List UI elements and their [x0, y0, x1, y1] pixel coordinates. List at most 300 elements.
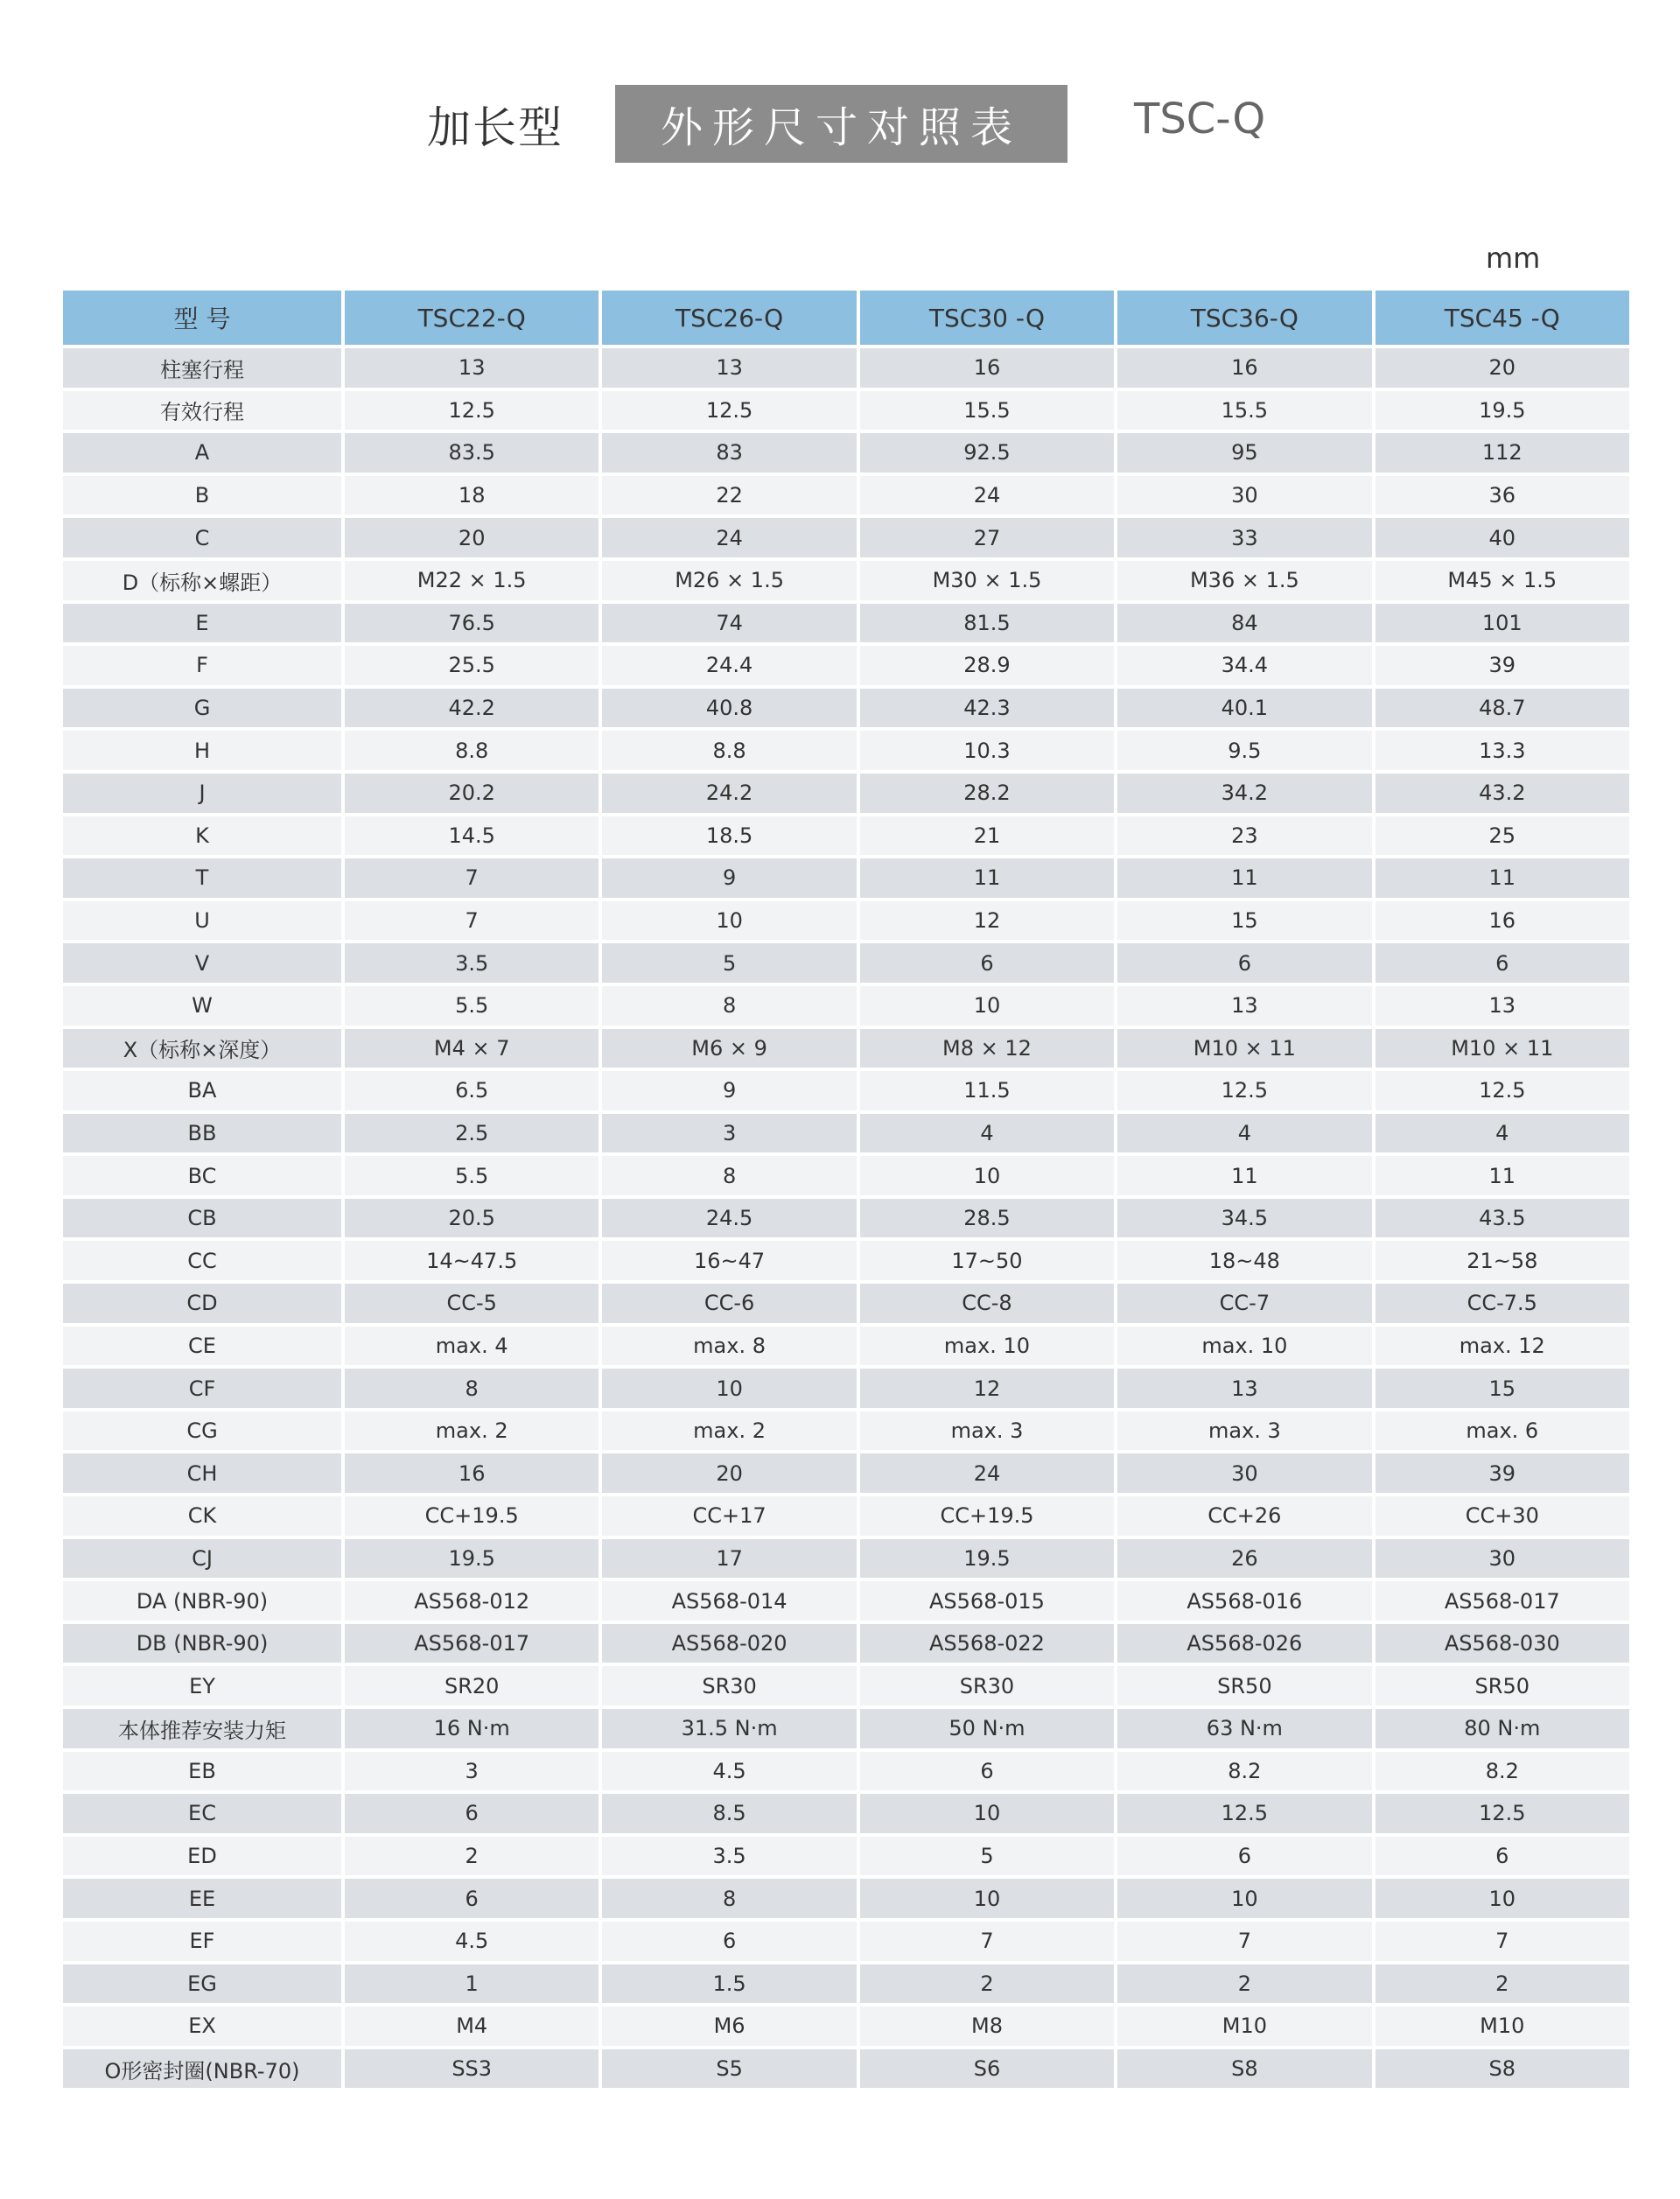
value-cell: CC+30	[1376, 1496, 1629, 1536]
value-cell: 13	[1117, 986, 1371, 1026]
header-cell: TSC26-Q	[602, 291, 856, 345]
value-cell: 10	[860, 1879, 1114, 1918]
row-label-cell: CH	[63, 1453, 341, 1493]
table-row	[63, 1284, 1629, 1323]
row-label-cell: EE	[63, 1879, 341, 1918]
value-cell: 13.3	[1376, 731, 1629, 770]
value-cell: 13	[602, 348, 856, 388]
row-label-cell: F	[63, 646, 341, 685]
row-label-cell: O形密封圈(NBR-70)	[63, 2049, 341, 2089]
row-label-cell: U	[63, 901, 341, 941]
value-cell: 12.5	[1117, 1794, 1371, 1833]
value-cell: 34.4	[1117, 646, 1371, 685]
value-cell: 10	[602, 901, 856, 941]
table-row	[63, 561, 1629, 600]
value-cell: 8.8	[602, 731, 856, 770]
value-cell: 15	[1117, 901, 1371, 941]
value-cell: 19.5	[1376, 391, 1629, 431]
value-cell: 6	[1117, 1837, 1371, 1876]
row-label-cell: EG	[63, 1964, 341, 2004]
value-cell: SR30	[602, 1666, 856, 1705]
row-label-cell: CK	[63, 1496, 341, 1536]
value-cell: 31.5 N·m	[602, 1709, 856, 1748]
value-cell: M26 × 1.5	[602, 561, 856, 600]
row-label-cell: T	[63, 858, 341, 898]
value-cell: 6	[345, 1879, 598, 1918]
value-cell: 4.5	[345, 1922, 598, 1961]
value-cell: 92.5	[860, 433, 1114, 473]
value-cell: 34.2	[1117, 774, 1371, 813]
table-row	[63, 1369, 1629, 1408]
value-cell: 6	[602, 1922, 856, 1961]
row-label-cell: K	[63, 816, 341, 856]
table-row	[63, 1029, 1629, 1068]
value-cell: 8.2	[1117, 1752, 1371, 1791]
value-cell: M10 × 11	[1376, 1029, 1629, 1068]
value-cell: 19.5	[860, 1539, 1114, 1579]
value-cell: 3	[345, 1752, 598, 1791]
value-cell: 7	[345, 901, 598, 941]
value-cell: 24.5	[602, 1199, 856, 1238]
value-cell: 83	[602, 433, 856, 473]
table-body	[63, 348, 1629, 2088]
table-row	[63, 348, 1629, 388]
value-cell: 16~47	[602, 1241, 856, 1280]
value-cell: 9	[602, 858, 856, 898]
value-cell: 24.2	[602, 774, 856, 813]
value-cell: AS568-026	[1117, 1624, 1371, 1663]
value-cell: 6	[860, 943, 1114, 983]
table-row	[63, 1666, 1629, 1705]
value-cell: 4	[1376, 1114, 1629, 1153]
table-row	[63, 391, 1629, 431]
value-cell: 13	[1117, 1369, 1371, 1408]
row-label-cell: 本体推荐安装力矩	[63, 1709, 341, 1748]
value-cell: 12.5	[1117, 1071, 1371, 1110]
value-cell: CC+19.5	[860, 1496, 1114, 1536]
value-cell: 26	[1117, 1539, 1371, 1579]
row-label-cell: CE	[63, 1327, 341, 1366]
value-cell: M8 × 12	[860, 1029, 1114, 1068]
value-cell: CC+26	[1117, 1496, 1371, 1536]
value-cell: 6	[1376, 1837, 1629, 1876]
table-row	[63, 1241, 1629, 1280]
value-cell: 13	[345, 348, 598, 388]
value-cell: M10 × 11	[1117, 1029, 1371, 1068]
value-cell: 11	[860, 858, 1114, 898]
table-row	[63, 1752, 1629, 1791]
row-label-cell: CB	[63, 1199, 341, 1238]
table-row	[63, 433, 1629, 473]
value-cell: 8.2	[1376, 1752, 1629, 1791]
value-cell: 34.5	[1117, 1199, 1371, 1238]
value-cell: 2	[860, 1964, 1114, 2004]
table-row	[63, 858, 1629, 898]
value-cell: 6	[345, 1794, 598, 1833]
value-cell: 3	[602, 1114, 856, 1153]
row-label-cell: C	[63, 518, 341, 557]
header-cell: TSC45 -Q	[1376, 291, 1629, 345]
row-label-cell: CC	[63, 1241, 341, 1280]
value-cell: 5	[602, 943, 856, 983]
value-cell: 11	[1117, 1156, 1371, 1195]
value-cell: 16	[345, 1453, 598, 1493]
table-row	[63, 901, 1629, 941]
value-cell: AS568-017	[1376, 1581, 1629, 1621]
value-cell: 25.5	[345, 646, 598, 685]
value-cell: SR20	[345, 1666, 598, 1705]
row-label-cell: X（标称×深度）	[63, 1029, 341, 1068]
row-label-cell: CG	[63, 1411, 341, 1451]
value-cell: M4	[345, 2006, 598, 2046]
row-label-cell: 有效行程	[63, 391, 341, 431]
table-row	[63, 2006, 1629, 2046]
value-cell: AS568-015	[860, 1581, 1114, 1621]
table-row	[63, 646, 1629, 685]
table-row	[63, 774, 1629, 813]
value-cell: 3.5	[345, 943, 598, 983]
value-cell: 21	[860, 816, 1114, 856]
value-cell: SR50	[1117, 1666, 1371, 1705]
value-cell: 10	[602, 1369, 856, 1408]
value-cell: max. 3	[860, 1411, 1114, 1451]
table-row	[63, 1922, 1629, 1961]
row-label-cell: V	[63, 943, 341, 983]
value-cell: 24	[860, 476, 1114, 515]
value-cell: 39	[1376, 646, 1629, 685]
value-cell: 1	[345, 1964, 598, 2004]
value-cell: 7	[860, 1922, 1114, 1961]
header-cell: TSC36-Q	[1117, 291, 1371, 345]
value-cell: 6	[860, 1752, 1114, 1791]
row-label-cell: EC	[63, 1794, 341, 1833]
row-label-cell: CD	[63, 1284, 341, 1323]
value-cell: CC-5	[345, 1284, 598, 1323]
value-cell: AS568-017	[345, 1624, 598, 1663]
table-row	[63, 943, 1629, 983]
value-cell: 3.5	[602, 1837, 856, 1876]
value-cell: M8	[860, 2006, 1114, 2046]
value-cell: 36	[1376, 476, 1629, 515]
header-cell: 型 号	[63, 291, 341, 345]
value-cell: 11	[1117, 858, 1371, 898]
value-cell: 5	[860, 1837, 1114, 1876]
value-cell: M6	[602, 2006, 856, 2046]
row-label-cell: W	[63, 986, 341, 1026]
row-label-cell: BB	[63, 1114, 341, 1153]
value-cell: 17	[602, 1539, 856, 1579]
dimension-table	[60, 287, 1633, 2091]
row-label-cell: DB (NBR-90)	[63, 1624, 341, 1663]
table-row	[63, 1071, 1629, 1110]
value-cell: 28.9	[860, 646, 1114, 685]
row-label-cell: CF	[63, 1369, 341, 1408]
table-row	[63, 1964, 1629, 2004]
title-left: 加长型	[427, 102, 564, 153]
header-cell: TSC22-Q	[345, 291, 598, 345]
value-cell: CC+17	[602, 1496, 856, 1536]
value-cell: 6.5	[345, 1071, 598, 1110]
value-cell: 30	[1376, 1539, 1629, 1579]
value-cell: 28.2	[860, 774, 1114, 813]
row-label-cell: ED	[63, 1837, 341, 1876]
value-cell: 8	[345, 1369, 598, 1408]
value-cell: 50 N·m	[860, 1709, 1114, 1748]
value-cell: 4	[1117, 1114, 1371, 1153]
table-row	[63, 1709, 1629, 1748]
value-cell: 5.5	[345, 986, 598, 1026]
value-cell: 42.2	[345, 689, 598, 728]
value-cell: 1.5	[602, 1964, 856, 2004]
row-label-cell: EX	[63, 2006, 341, 2046]
value-cell: max. 8	[602, 1327, 856, 1366]
value-cell: 8	[602, 986, 856, 1026]
value-cell: 76.5	[345, 604, 598, 643]
value-cell: 28.5	[860, 1199, 1114, 1238]
value-cell: 4.5	[602, 1752, 856, 1791]
value-cell: SS3	[345, 2049, 598, 2089]
value-cell: 9	[602, 1071, 856, 1110]
value-cell: 63 N·m	[1117, 1709, 1371, 1748]
table-header-row	[63, 291, 1629, 345]
table-row	[63, 1114, 1629, 1153]
row-label-cell: EF	[63, 1922, 341, 1961]
value-cell: 24	[860, 1453, 1114, 1493]
value-cell: SR50	[1376, 1666, 1629, 1705]
value-cell: M30 × 1.5	[860, 561, 1114, 600]
value-cell: 8.8	[345, 731, 598, 770]
value-cell: 40.1	[1117, 689, 1371, 728]
title-model: TSC-Q	[1134, 95, 1266, 144]
value-cell: max. 2	[345, 1411, 598, 1451]
value-cell: AS568-016	[1117, 1581, 1371, 1621]
value-cell: 23	[1117, 816, 1371, 856]
value-cell: 6	[1376, 943, 1629, 983]
table-row	[63, 1199, 1629, 1238]
value-cell: AS568-030	[1376, 1624, 1629, 1663]
table-row	[63, 604, 1629, 643]
value-cell: 2.5	[345, 1114, 598, 1153]
title-main: 外形尺寸对照表	[615, 85, 1068, 163]
value-cell: 13	[1376, 986, 1629, 1026]
value-cell: CC-8	[860, 1284, 1114, 1323]
table-row	[63, 1837, 1629, 1876]
row-label-cell: J	[63, 774, 341, 813]
value-cell: 20	[602, 1453, 856, 1493]
value-cell: M10	[1117, 2006, 1371, 2046]
table-row	[63, 1581, 1629, 1621]
value-cell: 9.5	[1117, 731, 1371, 770]
value-cell: 22	[602, 476, 856, 515]
value-cell: 11	[1376, 1156, 1629, 1195]
value-cell: 2	[1376, 1964, 1629, 2004]
value-cell: 8	[602, 1156, 856, 1195]
value-cell: 10	[860, 1794, 1114, 1833]
value-cell: max. 3	[1117, 1411, 1371, 1451]
value-cell: 21~58	[1376, 1241, 1629, 1280]
value-cell: 10	[860, 1156, 1114, 1195]
value-cell: 15	[1376, 1369, 1629, 1408]
value-cell: 16	[1376, 901, 1629, 941]
value-cell: 12	[860, 1369, 1114, 1408]
row-label-cell: BC	[63, 1156, 341, 1195]
value-cell: M10	[1376, 2006, 1629, 2046]
value-cell: 18.5	[602, 816, 856, 856]
row-label-cell: A	[63, 433, 341, 473]
value-cell: 16	[1117, 348, 1371, 388]
value-cell: 14~47.5	[345, 1241, 598, 1280]
value-cell: S6	[860, 2049, 1114, 2089]
value-cell: AS568-022	[860, 1624, 1114, 1663]
value-cell: 16 N·m	[345, 1709, 598, 1748]
value-cell: 81.5	[860, 604, 1114, 643]
value-cell: 16	[860, 348, 1114, 388]
value-cell: 10.3	[860, 731, 1114, 770]
table-row	[63, 1879, 1629, 1918]
table-row	[63, 816, 1629, 856]
row-label-cell: G	[63, 689, 341, 728]
value-cell: S8	[1117, 2049, 1371, 2089]
table-row	[63, 731, 1629, 770]
table-row	[63, 1496, 1629, 1536]
row-label-cell: CJ	[63, 1539, 341, 1579]
value-cell: 5.5	[345, 1156, 598, 1195]
value-cell: M4 × 7	[345, 1029, 598, 1068]
table-row	[63, 1327, 1629, 1366]
value-cell: max. 12	[1376, 1327, 1629, 1366]
value-cell: 7	[345, 858, 598, 898]
table-row	[63, 1453, 1629, 1493]
table-row	[63, 986, 1629, 1026]
value-cell: 8	[602, 1879, 856, 1918]
value-cell: 18~48	[1117, 1241, 1371, 1280]
value-cell: 42.3	[860, 689, 1114, 728]
value-cell: 39	[1376, 1453, 1629, 1493]
value-cell: 4	[860, 1114, 1114, 1153]
value-cell: CC+19.5	[345, 1496, 598, 1536]
value-cell: 20	[1376, 348, 1629, 388]
value-cell: 24.4	[602, 646, 856, 685]
value-cell: AS568-020	[602, 1624, 856, 1663]
value-cell: 74	[602, 604, 856, 643]
value-cell: 2	[345, 1837, 598, 1876]
value-cell: 12	[860, 901, 1114, 941]
value-cell: 10	[1117, 1879, 1371, 1918]
value-cell: 12.5	[1376, 1071, 1629, 1110]
value-cell: max. 10	[1117, 1327, 1371, 1366]
row-label-cell: D（标称×螺距）	[63, 561, 341, 600]
value-cell: 112	[1376, 433, 1629, 473]
unit-label: mm	[1486, 242, 1541, 275]
value-cell: 15.5	[1117, 391, 1371, 431]
value-cell: 18	[345, 476, 598, 515]
value-cell: M36 × 1.5	[1117, 561, 1371, 600]
value-cell: M22 × 1.5	[345, 561, 598, 600]
value-cell: 10	[1376, 1879, 1629, 1918]
table-row	[63, 2049, 1629, 2089]
value-cell: CC-6	[602, 1284, 856, 1323]
value-cell: S8	[1376, 2049, 1629, 2089]
value-cell: 12.5	[1376, 1794, 1629, 1833]
value-cell: 95	[1117, 433, 1371, 473]
table-row	[63, 518, 1629, 557]
value-cell: 10	[860, 986, 1114, 1026]
value-cell: 24	[602, 518, 856, 557]
value-cell: max. 4	[345, 1327, 598, 1366]
value-cell: 11	[1376, 858, 1629, 898]
table-row	[63, 1794, 1629, 1833]
value-cell: 27	[860, 518, 1114, 557]
value-cell: 19.5	[345, 1539, 598, 1579]
table-row	[63, 1624, 1629, 1663]
value-cell: 15.5	[860, 391, 1114, 431]
value-cell: 101	[1376, 604, 1629, 643]
row-label-cell: B	[63, 476, 341, 515]
row-label-cell: H	[63, 731, 341, 770]
value-cell: 33	[1117, 518, 1371, 557]
row-label-cell: EY	[63, 1666, 341, 1705]
value-cell: 80 N·m	[1376, 1709, 1629, 1748]
value-cell: S5	[602, 2049, 856, 2089]
row-label-cell: BA	[63, 1071, 341, 1110]
value-cell: 20.5	[345, 1199, 598, 1238]
value-cell: 14.5	[345, 816, 598, 856]
row-label-cell: 柱塞行程	[63, 348, 341, 388]
value-cell: M6 × 9	[602, 1029, 856, 1068]
header-cell: TSC30 -Q	[860, 291, 1114, 345]
value-cell: 11.5	[860, 1071, 1114, 1110]
value-cell: 12.5	[345, 391, 598, 431]
value-cell: 43.5	[1376, 1199, 1629, 1238]
value-cell: 20.2	[345, 774, 598, 813]
table-row	[63, 1411, 1629, 1451]
value-cell: 84	[1117, 604, 1371, 643]
value-cell: 17~50	[860, 1241, 1114, 1280]
value-cell: 30	[1117, 476, 1371, 515]
row-label-cell: EB	[63, 1752, 341, 1791]
value-cell: 40.8	[602, 689, 856, 728]
table-row	[63, 1156, 1629, 1195]
value-cell: SR30	[860, 1666, 1114, 1705]
value-cell: max. 10	[860, 1327, 1114, 1366]
value-cell: 43.2	[1376, 774, 1629, 813]
value-cell: 8.5	[602, 1794, 856, 1833]
value-cell: AS568-014	[602, 1581, 856, 1621]
table-row	[63, 476, 1629, 515]
row-label-cell: E	[63, 604, 341, 643]
value-cell: CC-7	[1117, 1284, 1371, 1323]
value-cell: 40	[1376, 518, 1629, 557]
value-cell: 48.7	[1376, 689, 1629, 728]
value-cell: M45 × 1.5	[1376, 561, 1629, 600]
value-cell: 6	[1117, 943, 1371, 983]
value-cell: 25	[1376, 816, 1629, 856]
table-row	[63, 1539, 1629, 1579]
value-cell: max. 2	[602, 1411, 856, 1451]
table-row	[63, 689, 1629, 728]
value-cell: 30	[1117, 1453, 1371, 1493]
row-label-cell: DA (NBR-90)	[63, 1581, 341, 1621]
value-cell: 2	[1117, 1964, 1371, 2004]
value-cell: CC-7.5	[1376, 1284, 1629, 1323]
value-cell: 7	[1376, 1922, 1629, 1961]
value-cell: 7	[1117, 1922, 1371, 1961]
value-cell: 20	[345, 518, 598, 557]
value-cell: AS568-012	[345, 1581, 598, 1621]
value-cell: 12.5	[602, 391, 856, 431]
value-cell: 83.5	[345, 433, 598, 473]
value-cell: max. 6	[1376, 1411, 1629, 1451]
